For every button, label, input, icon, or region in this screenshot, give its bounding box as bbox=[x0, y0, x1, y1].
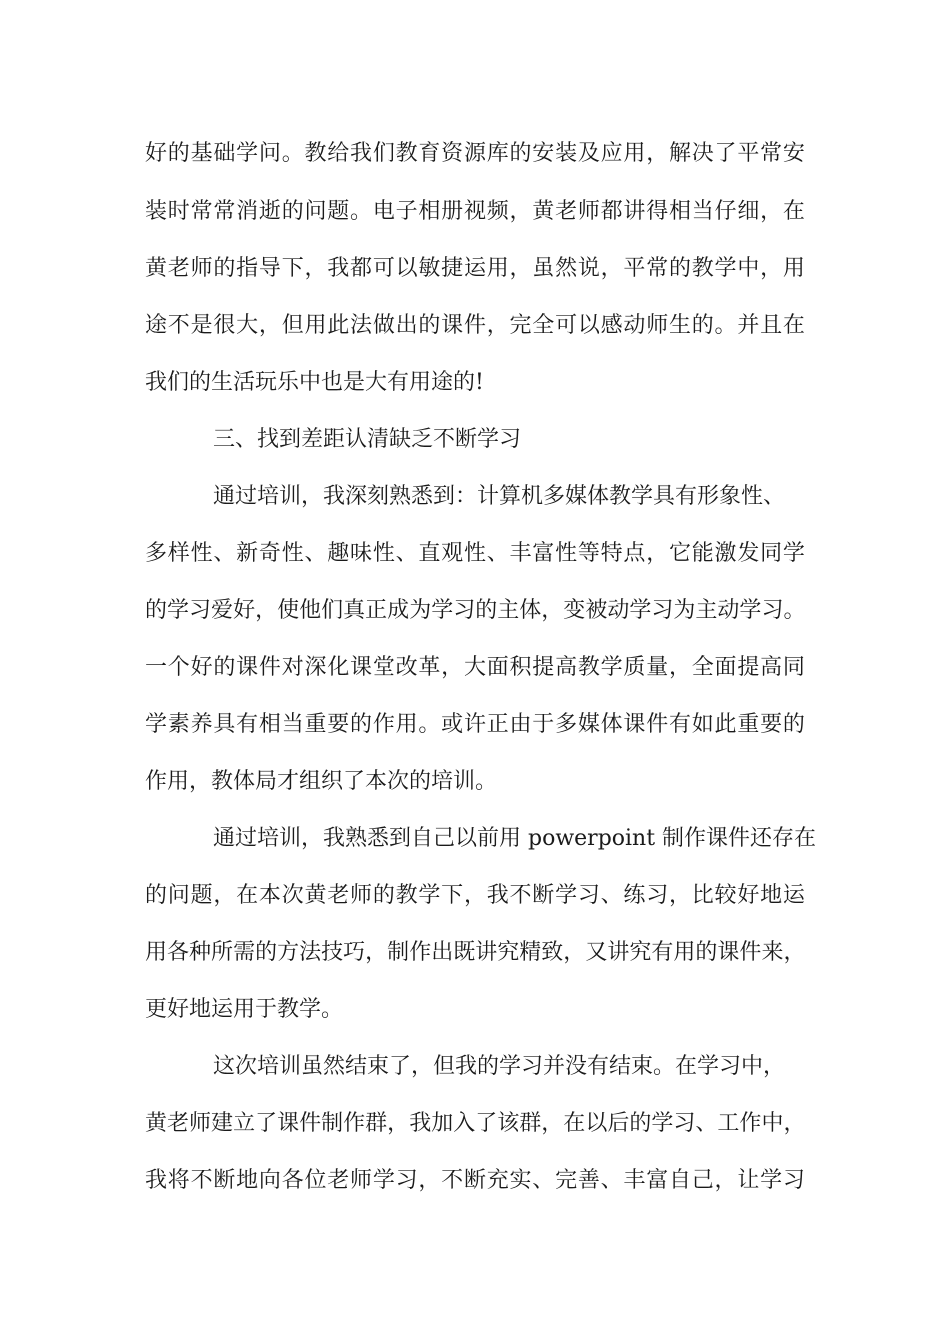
text-line: 作用，教体局才组织了本次的培训。 bbox=[145, 769, 498, 794]
text-line: 的 学 习 爱 好 ， 使 他 们 真 正 成 为 学 习 的 主 体 ， 变 被 动 学 习 为 主 动 学 习 。 bbox=[145, 598, 806, 623]
text-line: 黄 老 师 的 指 导 下 ， 我 都 可 以 敏 捷 运 用 ， 虽 然 说 ， 平 常 的 教 学 中 ， 用 bbox=[145, 256, 805, 281]
text-line: 更好地运用于教学。 bbox=[145, 997, 344, 1022]
text-line: 的 问 题 ， 在 本 次 黄 老 师 的 教 学 下 ， 我 不 断 学 习 、 练 习 ， 比 较 好 地 运 bbox=[145, 883, 805, 908]
text-line: 学 素 养 具 有 相 当 重 要 的 作 用 。 或 许 正 由 于 多 媒 体 课 件 有 如 此 重 要 的 bbox=[145, 712, 805, 737]
text-line: 用 各 种 所 需 的 方 法 技 巧 ， 制 作 出 既 讲 究 精 致 ， 又 讲 究 有 用 的 课 件 来 ， bbox=[145, 940, 806, 965]
text-line: 装 时 常 常 消 逝 的 问 题 。 电 子 相 册 视 频 ， 黄 老 师 都 讲 得 相 当 仔 细 ， 在 bbox=[145, 199, 805, 224]
text-line: 通过培训，我深刻熟悉到：计算机多媒体教学具有形象性、 bbox=[213, 484, 786, 509]
section-heading: 三、找到差距认清缺乏不断学习 bbox=[213, 427, 522, 452]
text-line: 好 的 基 础 学 问 。 教 给 我 们 教 育 资 源 库 的 安 装 及 应 用 ， 解 决 了 平 常 安 bbox=[145, 141, 805, 166]
text-line: 途 不 是 很 大 ， 但 用 此 法 做 出 的 课 件 ， 完 全 可 以 感 动 师 生 的 。 并 且 在 bbox=[145, 313, 805, 338]
text-line: 一 个 好 的 课 件 对 深 化 课 堂 改 革 ， 大 面 积 提 高 教 学 质 量 ， 全 面 提 高 同 bbox=[145, 655, 805, 680]
text-line: 这次培训虽然结束了，但我的学习并没有结束。在学习中， bbox=[213, 1054, 786, 1079]
text-line: 我们的生活玩乐中也是大有用途的! bbox=[145, 370, 484, 395]
text-line: 黄 老 师 建 立 了 课 件 制 作 群 ， 我 加 入 了 该 群 ， 在 以 后 的 学 习 、 工 作 中 ， bbox=[145, 1111, 806, 1136]
text-line: 我 将 不 断 地 向 各 位 老 师 学 习 ， 不 断 充 实 、 完 善 、 丰 富 自 己 ， 让 学 习 bbox=[145, 1168, 805, 1193]
text-line: 通过培训，我熟悉到自己以前用 powerpoint 制作课件还存在 bbox=[213, 826, 817, 851]
text-line: 多 样 性 、 新 奇 性 、 趣 味 性 、 直 观 性 、 丰 富 性 等 特 点 ， 它 能 激 发 同 学 bbox=[145, 541, 805, 566]
